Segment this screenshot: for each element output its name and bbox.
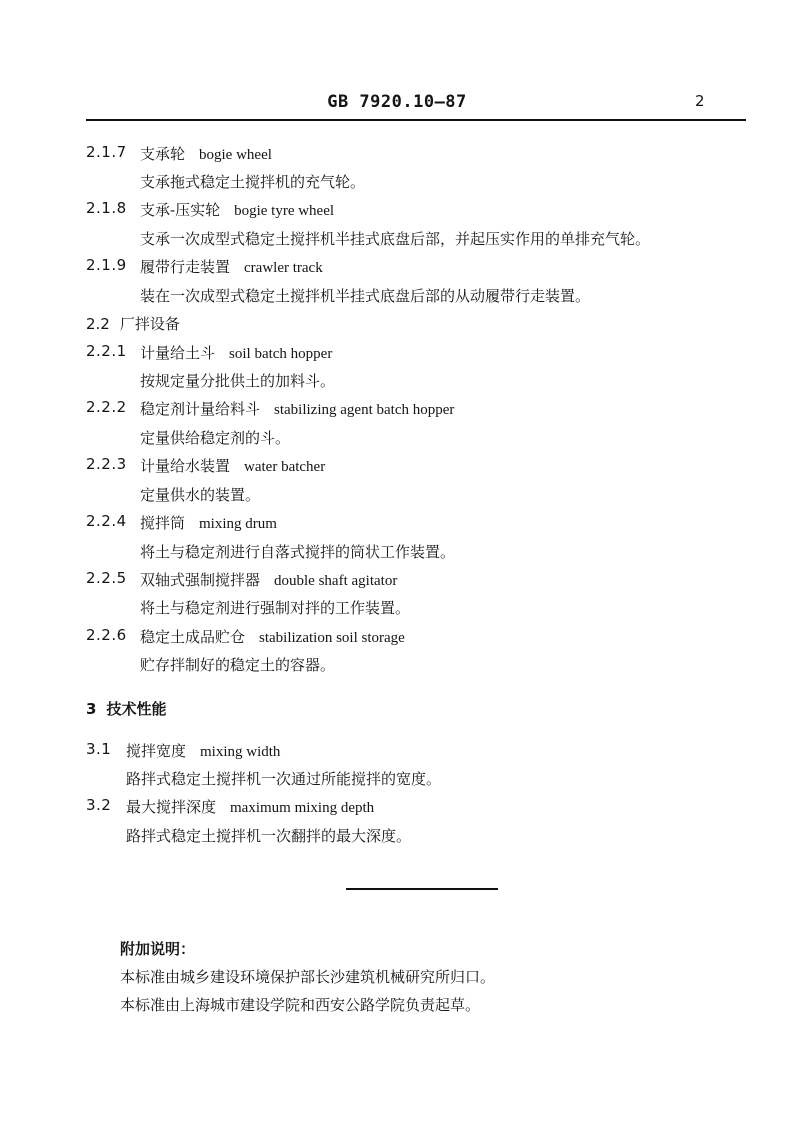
- term-heading: [140, 512, 277, 533]
- term-definition: 装在一次成型式稳定土搅拌机半挂式底盘后部的从动履带行走装置。: [140, 287, 591, 305]
- term-definition: 支承一次成型式稳定土搅拌机半挂式底盘后部，并起压实作用的单排充气轮。: [140, 230, 651, 248]
- term-en: bogie tyre wheel: [234, 203, 335, 219]
- term-definition: 将土与稳定剂进行强制对拌的工作装置。: [140, 599, 411, 617]
- standard-code: GB 7920.10—87: [327, 92, 467, 112]
- term-zh: 支承轮: [140, 145, 186, 163]
- term-heading: [140, 199, 334, 220]
- section-number: 3: [86, 700, 97, 718]
- section-heading: [86, 698, 166, 719]
- term-en: maximum mixing depth: [230, 800, 375, 816]
- section-number: 2.2: [86, 315, 110, 333]
- term-definition: 贮存拌制好的稳定土的容器。: [140, 656, 336, 674]
- clause-number: 2.2.3: [86, 455, 127, 473]
- clause-number: 2.2.6: [86, 626, 127, 644]
- term-en: bogie wheel: [199, 147, 272, 163]
- term-zh: 搅拌筒: [140, 514, 186, 532]
- term-heading: [140, 143, 272, 164]
- note-line: 本标准由上海城市建设学院和西安公路学院负责起草。: [120, 996, 481, 1014]
- term-definition: 按规定量分批供土的加料斗。: [140, 372, 336, 390]
- clause-number: 3.2: [86, 796, 112, 814]
- term-en: mixing drum: [199, 516, 277, 532]
- term-definition: 支承拖式稳定土搅拌机的充气轮。: [140, 173, 366, 191]
- term-heading: [140, 398, 454, 419]
- term-en: mixing width: [200, 744, 281, 760]
- notes-title: 附加说明：: [120, 940, 196, 958]
- clause-number: 3.1: [86, 740, 112, 758]
- term-zh: 计量给水装置: [140, 457, 231, 475]
- clause-number: 2.1.8: [86, 199, 127, 217]
- term-en: stabilization soil storage: [259, 630, 405, 646]
- term-en: soil batch hopper: [229, 346, 333, 362]
- clause-number: 2.2.1: [86, 342, 127, 360]
- term-heading: [140, 256, 323, 277]
- term-zh: 稳定剂计量给料斗: [140, 400, 261, 418]
- term-zh: 双轴式强制搅拌器: [140, 571, 261, 589]
- clause-number: 2.2.4: [86, 512, 127, 530]
- section-title: 技术性能: [106, 700, 167, 718]
- section-heading: [86, 313, 180, 334]
- term-zh: 稳定土成品贮仓: [140, 628, 246, 646]
- page-number: 2: [695, 92, 705, 110]
- term-definition: 路拌式稳定土搅拌机一次通过所能搅拌的宽度。: [126, 770, 442, 788]
- header-rule: [86, 119, 746, 121]
- term-heading: [140, 455, 325, 476]
- term-zh: 最大搅拌深度: [126, 798, 217, 816]
- term-heading: [140, 569, 397, 590]
- clause-number: 2.1.7: [86, 143, 127, 161]
- term-definition: 定量供水的装置。: [140, 486, 261, 504]
- term-definition: 将土与稳定剂进行自落式搅拌的筒状工作装置。: [140, 543, 456, 561]
- clause-number: 2.1.9: [86, 256, 127, 274]
- term-zh: 搅拌宽度: [126, 742, 187, 760]
- term-zh: 计量给土斗: [140, 344, 216, 362]
- note-line: 本标准由城乡建设环境保护部长沙建筑机械研究所归口。: [120, 968, 496, 986]
- term-heading: [126, 740, 280, 761]
- term-en: double shaft agitator: [274, 573, 398, 589]
- clause-number: 2.2.5: [86, 569, 127, 587]
- term-en: stabilizing agent batch hopper: [274, 402, 455, 418]
- term-zh: 支承-压实轮: [140, 201, 221, 219]
- section-title: 厂拌设备: [119, 315, 180, 333]
- term-heading: [140, 626, 405, 647]
- term-en: crawler track: [244, 260, 323, 276]
- term-en: water batcher: [244, 459, 326, 475]
- term-definition: 路拌式稳定土搅拌机一次翻拌的最大深度。: [126, 827, 412, 845]
- term-heading: [140, 342, 332, 363]
- term-definition: 定量供给稳定剂的斗。: [140, 429, 291, 447]
- clause-number: 2.2.2: [86, 398, 127, 416]
- term-zh: 履带行走装置: [140, 258, 231, 276]
- end-divider: [346, 888, 498, 890]
- term-heading: [126, 796, 374, 817]
